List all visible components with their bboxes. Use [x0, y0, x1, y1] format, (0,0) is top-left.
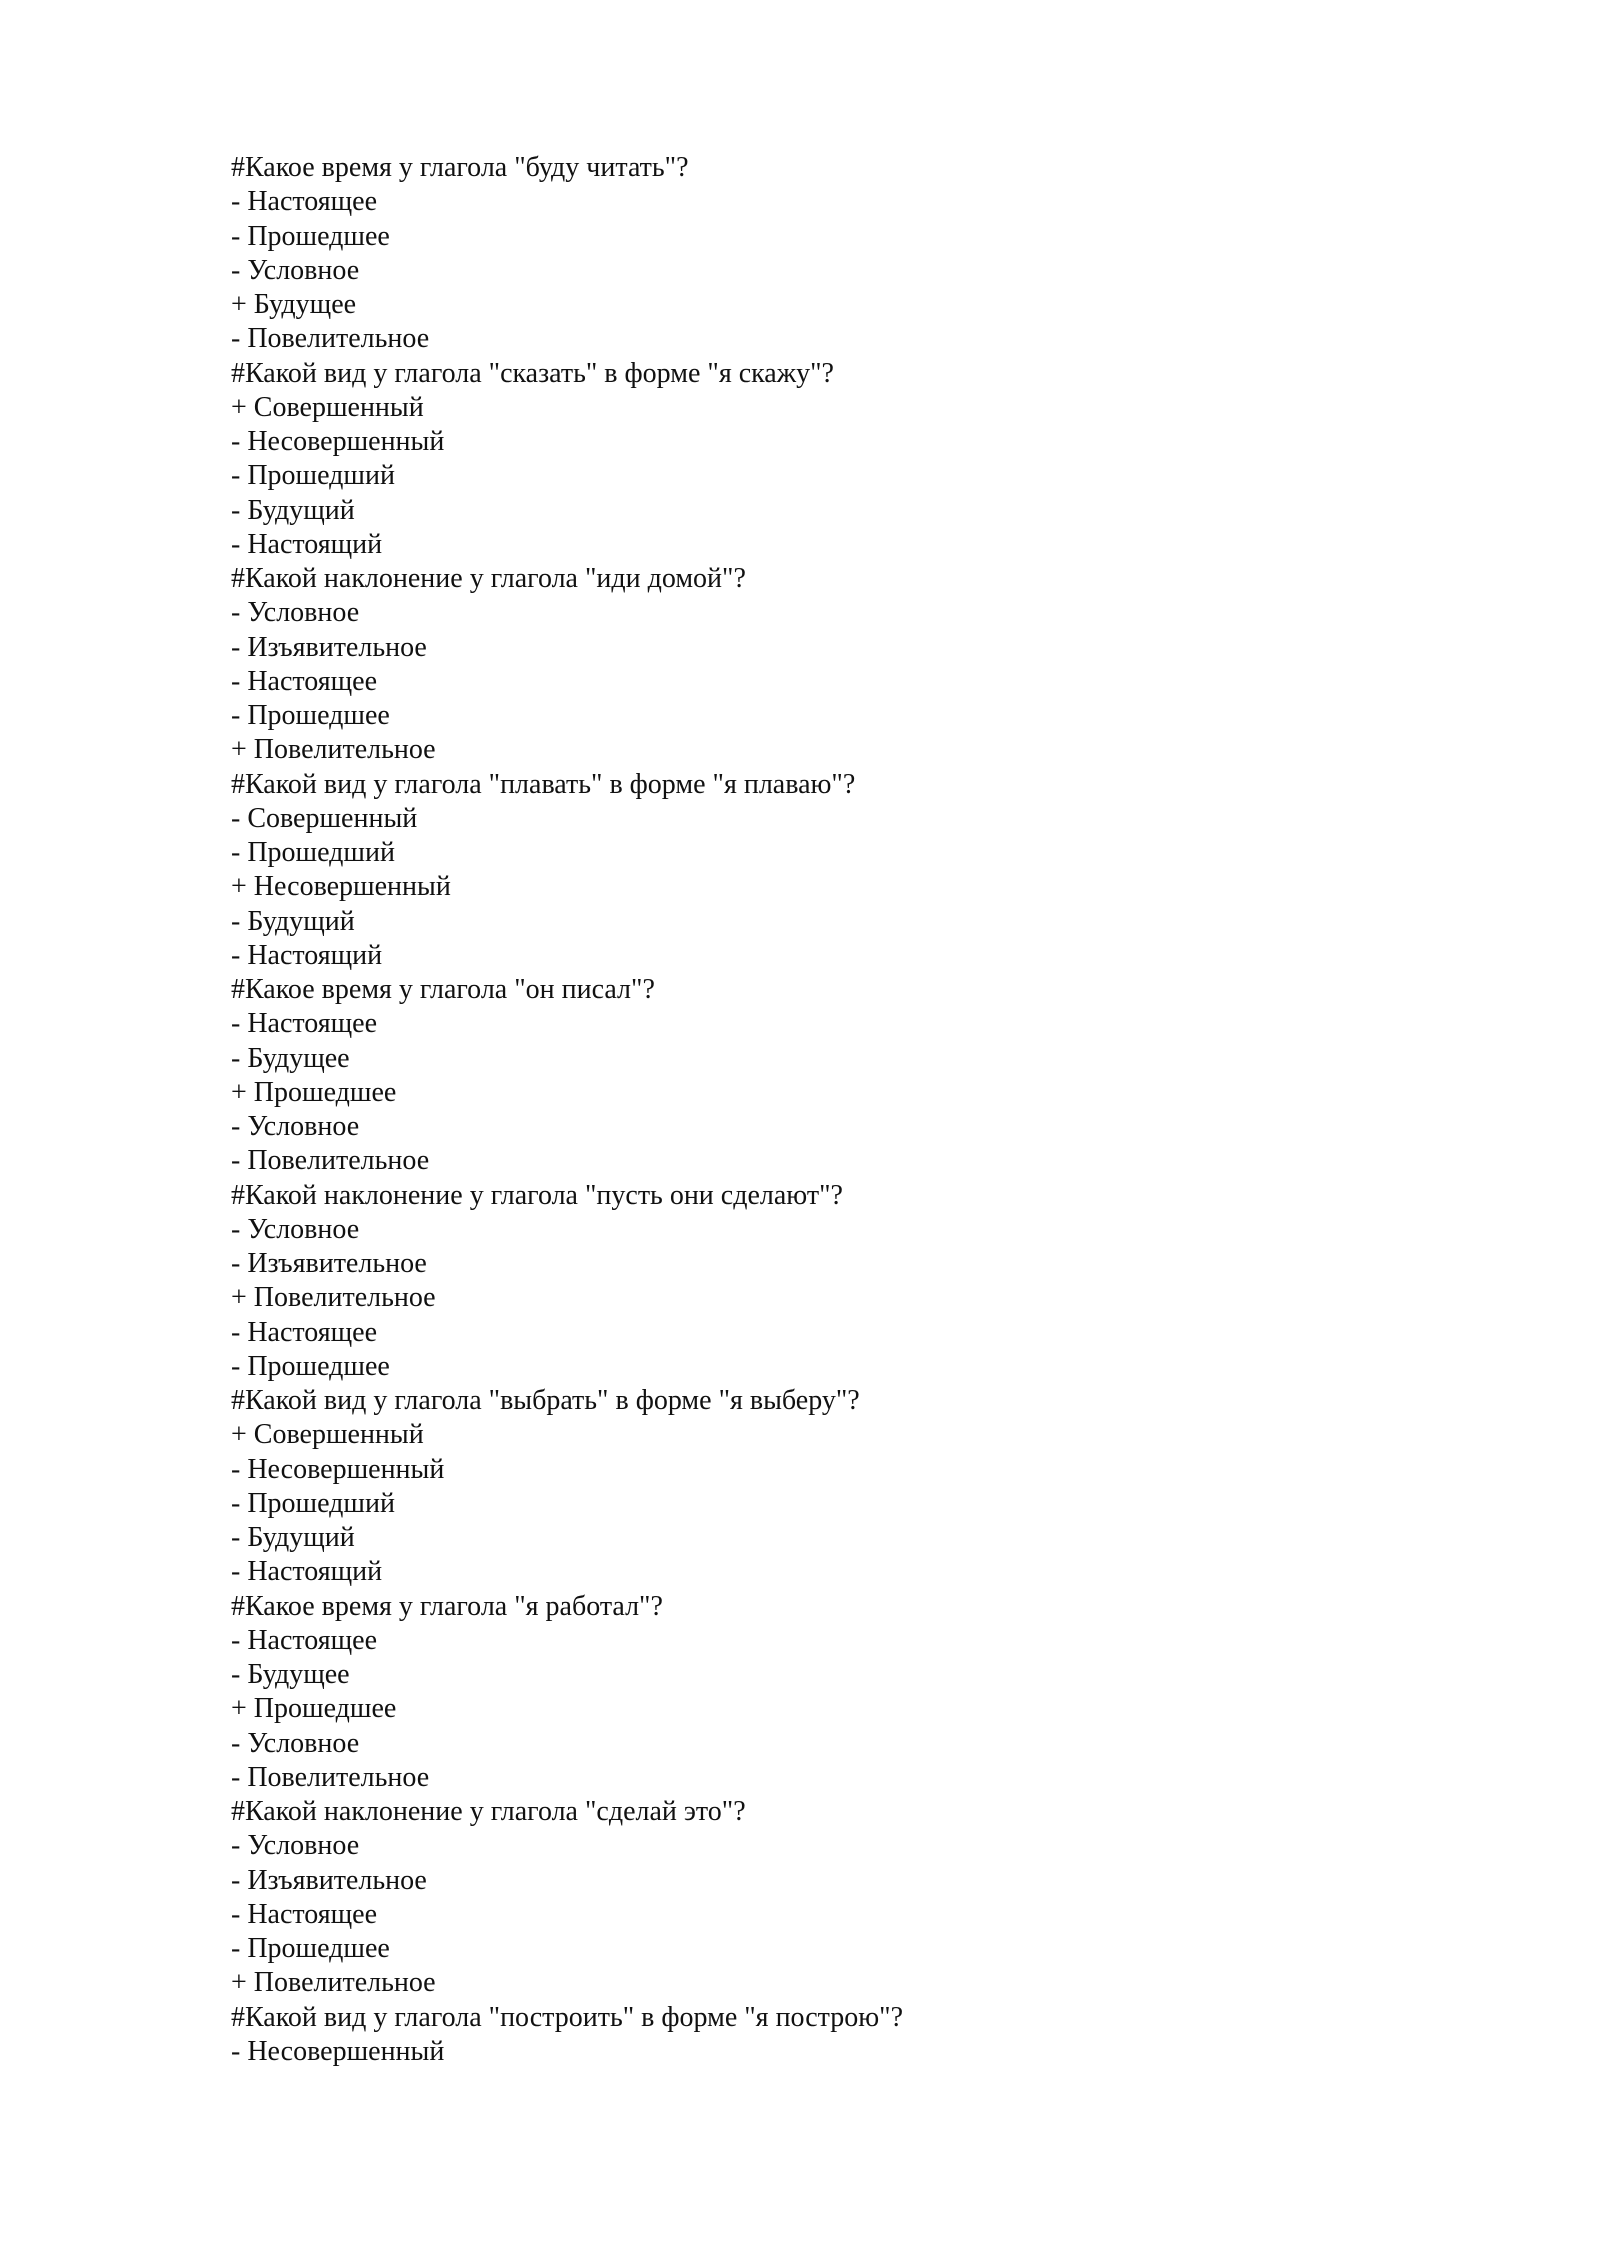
- correct-answer-option: + Совершенный: [231, 391, 424, 423]
- correct-answer-option: + Повелительное: [231, 1282, 436, 1314]
- wrong-answer-option: - Условное: [231, 1213, 360, 1245]
- quiz-text-block: [231, 151, 1431, 2069]
- question-line: #Какой вид у глагола "сказать" в форме "я скажу"?: [231, 357, 834, 389]
- correct-answer-option: + Прошедшее: [231, 1693, 397, 1725]
- wrong-answer-option: - Настоящее: [231, 1624, 378, 1656]
- wrong-answer-option: - Настоящее: [231, 1316, 378, 1348]
- question-line: #Какое время у глагола "я работал"?: [231, 1590, 663, 1622]
- question-line: #Какой вид у глагола "выбрать" в форме "я выберу"?: [231, 1385, 860, 1416]
- wrong-answer-option: - Повелительное: [231, 323, 430, 355]
- wrong-answer-option: - Совершенный: [231, 802, 418, 834]
- question-line: #Какое время у глагола "он писал"?: [231, 974, 655, 1005]
- wrong-answer-option: - Прошедший: [231, 460, 395, 492]
- wrong-answer-option: - Будущий: [231, 494, 355, 526]
- wrong-answer-option: - Прошедшее: [231, 700, 390, 731]
- wrong-answer-option: - Изъявительное: [231, 1248, 427, 1279]
- wrong-answer-option: - Прошедшее: [231, 1933, 390, 1964]
- wrong-answer-option: - Прошедший: [231, 837, 395, 868]
- wrong-answer-option: - Будущий: [231, 1522, 355, 1553]
- question-line: #Какой вид у глагола "плавать" в форме "я плаваю"?: [231, 768, 856, 800]
- wrong-answer-option: - Несовершенный: [231, 426, 445, 457]
- wrong-answer-option: - Условное: [231, 1111, 360, 1142]
- wrong-answer-option: - Будущий: [231, 905, 355, 937]
- correct-answer-option: + Повелительное: [231, 734, 436, 766]
- correct-answer-option: + Повелительное: [231, 1967, 436, 1999]
- wrong-answer-option: - Настоящее: [231, 665, 378, 697]
- wrong-answer-option: - Настоящее: [231, 1898, 378, 1930]
- wrong-answer-option: - Условное: [231, 1830, 360, 1862]
- wrong-answer-option: - Прошедшее: [231, 220, 390, 252]
- question-line: #Какой наклонение у глагола "пусть они сделают"?: [231, 1179, 843, 1211]
- wrong-answer-option: - Изъявительное: [231, 631, 427, 663]
- wrong-answer-option: - Условное: [231, 1727, 360, 1759]
- wrong-answer-option: - Настоящий: [231, 939, 383, 971]
- wrong-answer-option: - Будущее: [231, 1042, 350, 1074]
- wrong-answer-option: - Настоящий: [231, 528, 383, 560]
- wrong-answer-option: - Повелительное: [231, 1145, 430, 1177]
- wrong-answer-option: - Прошедшее: [231, 1350, 390, 1382]
- wrong-answer-option: - Настоящее: [231, 1008, 378, 1040]
- question-line: #Какой наклонение у глагола "иди домой"?: [231, 563, 746, 594]
- correct-answer-option: + Совершенный: [231, 1419, 424, 1451]
- correct-answer-option: + Будущее: [231, 289, 357, 320]
- wrong-answer-option: - Будущее: [231, 1659, 350, 1690]
- wrong-answer-option: - Прошедший: [231, 1487, 395, 1519]
- wrong-answer-option: - Условное: [231, 597, 360, 629]
- correct-answer-option: + Несовершенный: [231, 871, 451, 903]
- wrong-answer-option: - Несовершенный: [231, 1453, 445, 1485]
- wrong-answer-option: - Несовершенный: [231, 2035, 445, 2067]
- correct-answer-option: + Прошедшее: [231, 1076, 397, 1108]
- wrong-answer-option: - Условное: [231, 254, 360, 286]
- wrong-answer-option: - Настоящий: [231, 1556, 383, 1588]
- question-line: #Какой вид у глагола "построить" в форме "я построю"?: [231, 2001, 904, 2033]
- wrong-answer-option: - Настоящее: [231, 186, 378, 218]
- wrong-answer-option: - Повелительное: [231, 1761, 430, 1793]
- question-line: #Какой наклонение у глагола "сделай это"?: [231, 1796, 746, 1827]
- wrong-answer-option: - Изъявительное: [231, 1864, 427, 1896]
- question-line: #Какое время у глагола "буду читать"?: [231, 152, 689, 183]
